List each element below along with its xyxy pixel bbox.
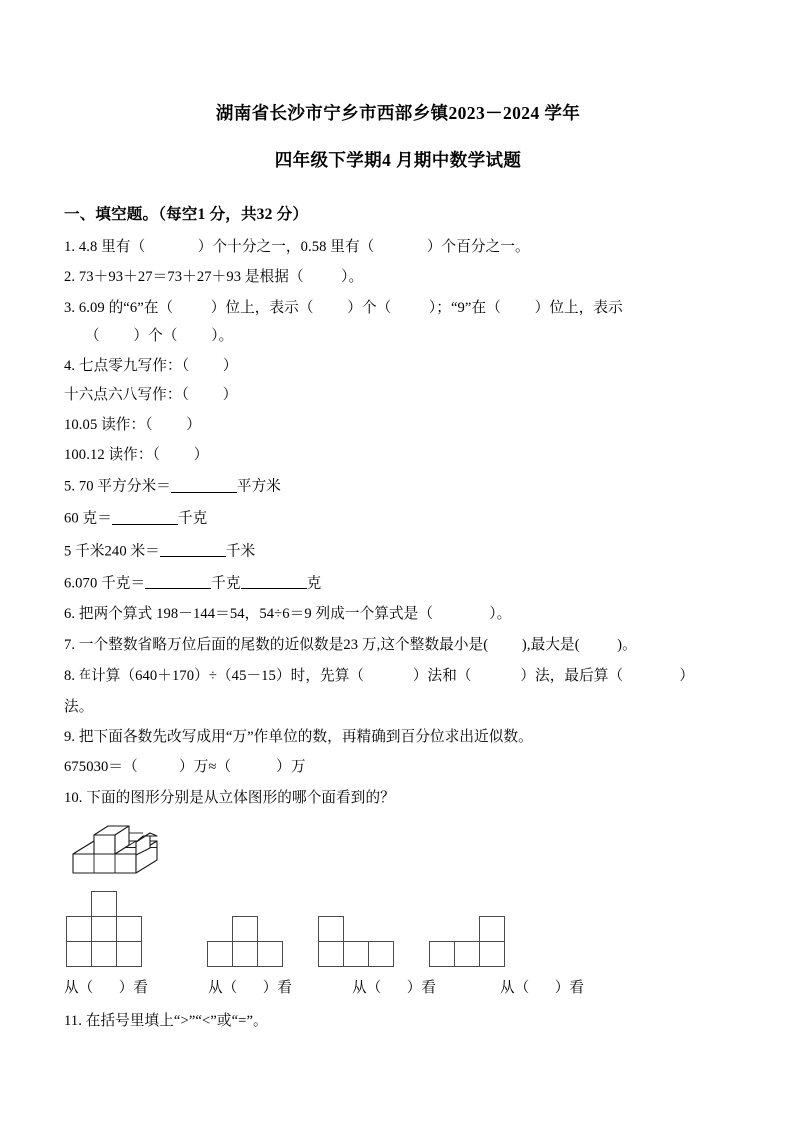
grid-cell (66, 916, 92, 942)
question-7: 7. 一个整数省略万位后面的尾数的近似数是23 万,这个整数最小是( ),最大是( )。 (64, 636, 637, 653)
question-4: 4. 七点零九写作：（ ） (64, 357, 238, 374)
view-figure-3 (318, 916, 394, 967)
question-4-line4: 100.12 读作：（ ） (64, 446, 209, 463)
grid-cell (232, 916, 258, 942)
question-8-number: 8. (64, 668, 76, 685)
answer-blank[interactable] (112, 509, 178, 525)
grid-cell (91, 916, 117, 942)
grid-cell (232, 941, 258, 967)
grid-cell (429, 941, 455, 967)
grid-cell (318, 941, 344, 967)
question-5-line1 (64, 477, 732, 494)
isometric-cubes-svg (68, 821, 164, 883)
grid-cell (318, 916, 344, 942)
answer-blank[interactable] (171, 477, 237, 493)
question-3-continued: （ ）个（ ）。 (85, 328, 234, 345)
question-8-superscript: 在 (78, 667, 92, 682)
grid-cell (454, 941, 480, 967)
view-direction-label-4: 从（ ）看 (500, 980, 584, 997)
grid-cell (116, 941, 142, 967)
question-9-line2: 675030＝（ ）万≈（ ）万 (64, 758, 306, 775)
question-5-suffix-c: 千米 (225, 543, 256, 560)
question-6: 6. 把两个算式 198－144＝54，54÷6＝9 列成一个算式是（ ）。 (64, 606, 512, 622)
question-5-line3 (64, 542, 732, 559)
question-5-line4 (64, 574, 732, 591)
page-content (64, 0, 732, 1029)
question-4-line3: 10.05 读作：（ ） (64, 417, 201, 434)
document-title-line1: 湖南省长沙市宁乡市西部乡镇2023－2024 学年 (215, 103, 581, 123)
question-9: 9. 把下面各数先改写成用“万”作单位的数，再精确到百分位求出近似数。 (64, 729, 533, 746)
grid-cell (91, 891, 117, 917)
answer-blank[interactable] (145, 574, 211, 590)
section-heading-fill-in-blanks: 一、填空题。（每空1 分，共32 分） (64, 205, 309, 223)
question-8 (64, 668, 732, 684)
grid-cell (66, 941, 92, 967)
question-5-prefix-b: 60 克＝ (64, 511, 112, 528)
view-direction-label-2: 从（ ）看 (208, 980, 292, 997)
grid-cell (368, 941, 394, 967)
question-5-line2 (64, 509, 732, 526)
grid-cell (479, 916, 505, 942)
grid-cell (257, 941, 283, 967)
grid-cell (479, 941, 505, 967)
grid-cell (116, 916, 142, 942)
view-figure-2 (207, 916, 283, 967)
question-5-suffix-d: 克 (306, 575, 322, 592)
grid-cell (207, 941, 233, 967)
view-direction-label-3: 从（ ）看 (352, 980, 436, 997)
view-direction-labels-row (64, 976, 732, 998)
question-1: 1. 4.8 里有（ ）个十分之一，0.58 里有（ ）个百分之一。 (64, 238, 530, 255)
question-5-suffix-a: 平方米 (236, 478, 281, 495)
question-5-mid-d: 千克 (211, 575, 241, 592)
view-figure-1 (66, 891, 142, 967)
grid-cell (343, 941, 369, 967)
question-10: 10. 下面的图形分别是从立体图形的哪个面看到的？ (64, 789, 395, 806)
question-8-body: 计算（640＋170）÷（45－15）时，先算（ ）法和（ ）法，最后算（ ） (91, 668, 695, 685)
view-direction-label-1: 从（ ）看 (64, 980, 148, 997)
question-5-suffix-b: 千克 (177, 511, 208, 528)
grid-cell (91, 941, 117, 967)
question-5-prefix-a: 5. 70 平方分米＝ (64, 478, 171, 495)
answer-blank[interactable] (160, 542, 226, 558)
view-figure-4 (429, 916, 505, 967)
solid-figure-isometric (68, 821, 732, 883)
question-4-line2: 十六点六八写作：（ ） (64, 387, 238, 404)
question-2: 2. 73＋93＋27＝73＋27＋93 是根据（ ）。 (64, 269, 364, 286)
question-3: 3. 6.09 的“6”在（ ）位上，表示（ ）个（ ）；“9”在（ ）位上，表示 (64, 299, 623, 316)
answer-blank[interactable] (241, 574, 307, 590)
document-title-line2: 四年级下学期4 月期中数学试题 (274, 150, 522, 171)
view-figures-row (64, 889, 732, 967)
question-11: 11. 在括号里填上“>”“<”或“=”。 (64, 1013, 268, 1030)
question-5-prefix-d: 6.070 千克＝ (64, 575, 146, 592)
question-5-prefix-c: 5 千米240 米＝ (64, 543, 160, 560)
question-8-continued: 法。 (64, 698, 94, 715)
